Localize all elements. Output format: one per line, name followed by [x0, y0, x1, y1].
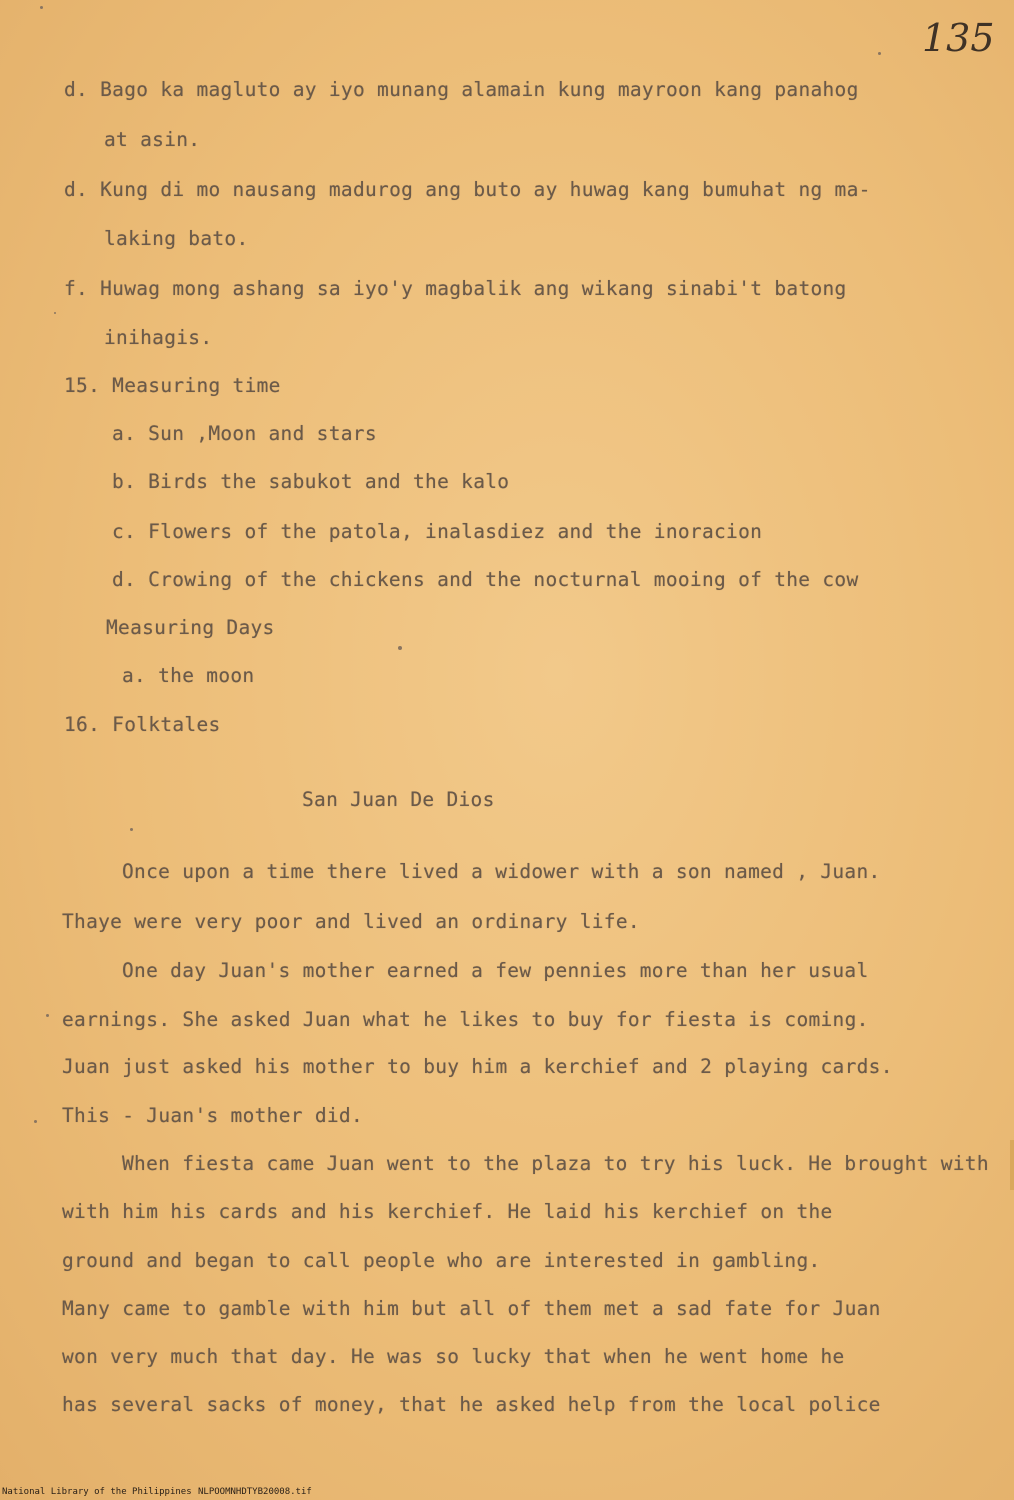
section-heading: 15. Measuring time	[64, 374, 281, 397]
section-heading: 16. Folktales	[64, 713, 221, 736]
text-line: d. Crowing of the chickens and the nocturnal mooing of the cow	[112, 568, 859, 591]
text-line: This - Juan's mother did.	[62, 1104, 363, 1127]
footer-source: National Library of the Philippines	[2, 1487, 192, 1497]
page-number: 135	[922, 16, 995, 60]
text-line: has several sacks of money, that he asked help from the local police	[62, 1393, 881, 1416]
text-line: When fiesta came Juan went to the plaza to try his luck. He brought with	[122, 1152, 989, 1175]
text-line: Thaye were very poor and lived an ordinary life.	[62, 910, 640, 933]
paper-speck	[40, 6, 43, 9]
text-line: Once upon a time there lived a widower with a son named , Juan.	[122, 860, 881, 883]
text-line: earnings. She asked Juan what he likes to buy for fiesta is coming.	[62, 1008, 869, 1031]
paper-speck	[34, 1120, 37, 1123]
text-line: Many came to gamble with him but all of them met a sad fate for Juan	[62, 1297, 881, 1320]
text-line: f. Huwag mong ashang sa iyo'y magbalik ang wikang sinabi't batong	[64, 277, 847, 300]
text-line: a. Sun ,Moon and stars	[112, 422, 377, 445]
text-line: at asin.	[104, 128, 201, 151]
text-line: with him his cards and his kerchief. He laid his kerchief on the	[62, 1200, 833, 1223]
text-line: b. Birds the sabukot and the kalo	[112, 470, 510, 493]
text-line: Measuring Days	[106, 616, 275, 639]
text-line: inihagis.	[104, 326, 213, 349]
footer-filename: NLPOOMNHDTYB20008.tif	[198, 1487, 312, 1497]
paper-speck	[54, 312, 56, 314]
text-line: ground and began to call people who are interested in gambling.	[62, 1249, 821, 1272]
text-line: d. Bago ka magluto ay iyo munang alamain kung mayroon kang panahog	[64, 78, 859, 101]
text-line: laking bato.	[104, 227, 249, 250]
text-line: won very much that day. He was so lucky that when he went home he	[62, 1345, 845, 1368]
paper-speck	[46, 1014, 49, 1017]
paper-speck	[878, 52, 881, 55]
paper-speck	[130, 828, 133, 831]
text-line: One day Juan's mother earned a few pennies more than her usual	[122, 959, 869, 982]
text-line: a. the moon	[122, 664, 255, 687]
text-line: d. Kung di mo nausang madurog ang buto ay huwag kang bumuhat ng ma-	[64, 178, 871, 201]
paper-speck	[398, 646, 402, 650]
text-line: Juan just asked his mother to buy him a kerchief and 2 playing cards.	[62, 1055, 893, 1078]
story-title: San Juan De Dios	[302, 788, 495, 811]
page-edge-mark	[1010, 1140, 1014, 1190]
text-line: c. Flowers of the patola, inalasdiez and the inoracion	[112, 520, 763, 543]
